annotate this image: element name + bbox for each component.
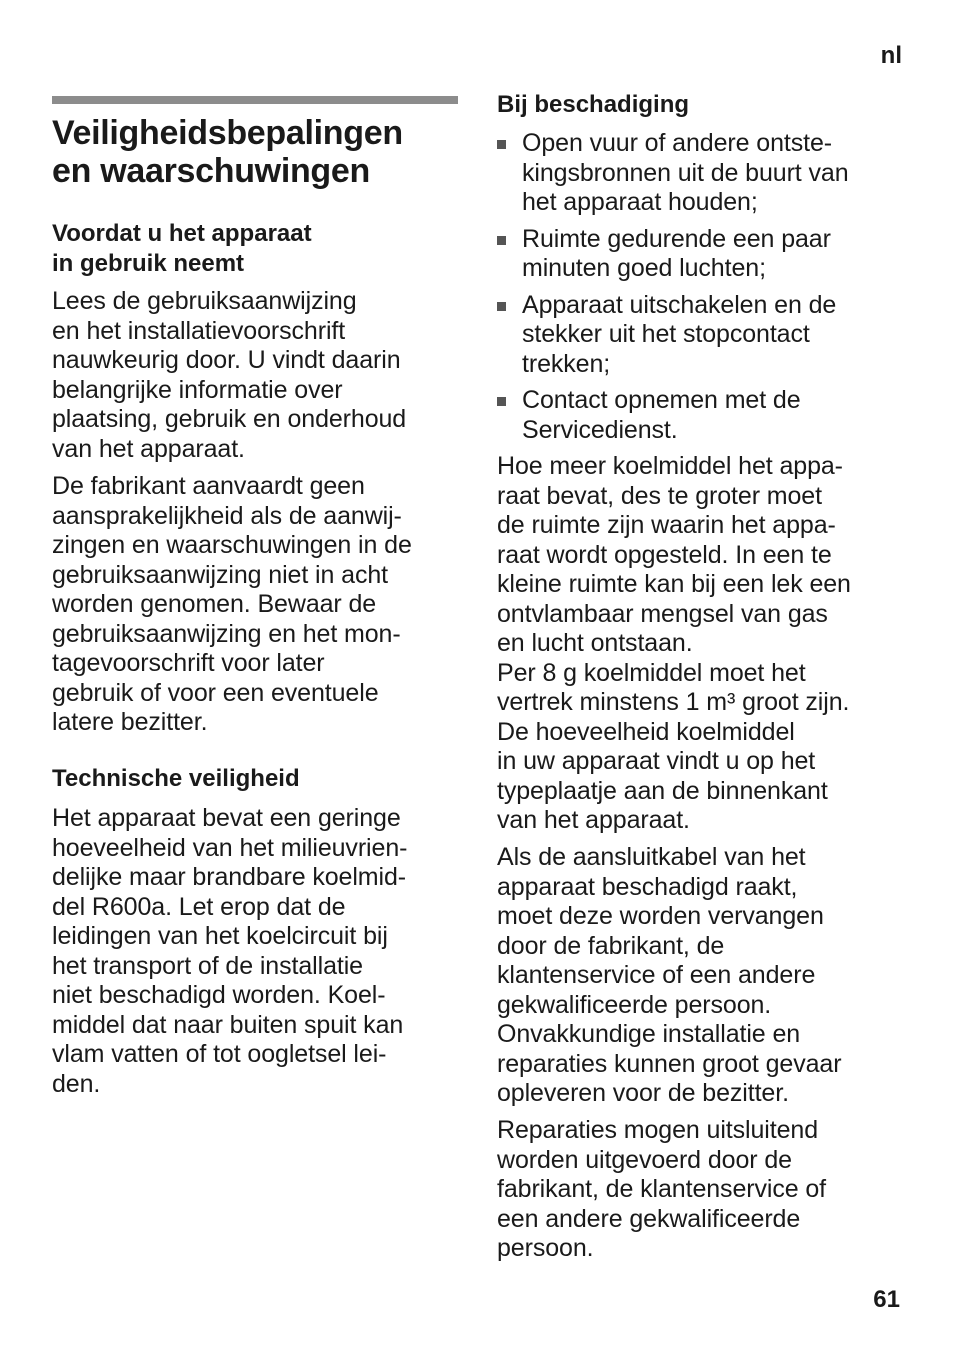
paragraph-read-instructions	[52, 287, 458, 464]
text-line: door de fabrikant, de	[497, 931, 725, 960]
text-line: Hoe meer koelmiddel het appa-	[497, 452, 843, 480]
text-line: een andere gekwalificeerde	[497, 1204, 801, 1233]
paragraph-refrigerant	[52, 804, 458, 1099]
language-code: nl	[880, 42, 902, 69]
text-line: gebruik of voor een eventuele	[52, 678, 379, 707]
text-line: vertrek minstens 1 m³ groot zijn.	[497, 688, 850, 716]
text-line: Per 8 g koelmiddel moet het	[497, 658, 806, 687]
text-line: Contact opnemen met de	[522, 386, 801, 414]
text-line: del R600a. Let erop dat de	[52, 892, 346, 921]
text-line: ontvlambaar mengsel van gas	[497, 599, 828, 628]
text-line: delijke maar brandbare koelmid-	[52, 863, 407, 891]
text-line: worden genomen. Bewaar de	[52, 590, 377, 618]
text-line: nauwkeurig door. U vindt daarin	[52, 346, 401, 374]
title-line: en waarschuwingen	[52, 152, 370, 190]
text-line: en lucht ontstaan.	[497, 629, 693, 657]
text-line: gebruiksaanwijzing en het mon-	[52, 619, 401, 648]
text-line: van het apparaat.	[52, 434, 245, 463]
list-item	[497, 129, 907, 218]
text-line: van het apparaat.	[497, 806, 690, 834]
text-line: Als de aansluitkabel van het	[497, 843, 806, 871]
text-line: fabrikant, de klantenservice of	[497, 1175, 827, 1203]
section-heading-before-use	[52, 219, 458, 279]
title-line: Veiligheidsbepalingen	[52, 114, 403, 152]
text-line: apparaat beschadigd raakt,	[497, 872, 798, 901]
text-line: in uw apparaat vindt u op het	[497, 747, 816, 775]
bullet-square-icon	[497, 302, 506, 311]
text-line: het apparaat houden;	[522, 188, 758, 216]
text-line: belangrijke informatie over	[52, 375, 343, 404]
paragraph-repairs	[497, 1116, 907, 1264]
text-line: Apparaat uitschakelen en de	[522, 290, 837, 319]
text-line: trekken;	[522, 349, 611, 378]
text-line: persoon.	[497, 1234, 594, 1262]
bullet-square-icon	[497, 140, 506, 149]
text-line: De fabrikant aanvaardt geen	[52, 472, 365, 500]
text-line: reparaties kunnen groot gevaar	[497, 1049, 842, 1078]
text-line: aansprakelijkheid als de aanwij-	[52, 501, 402, 530]
page-title	[52, 114, 472, 190]
list-item	[497, 225, 907, 284]
text-line: en het installatievoorschrift	[52, 316, 346, 345]
text-line: den.	[52, 1069, 101, 1098]
text-line: zingen en waarschuwingen in de	[52, 531, 412, 559]
text-line: typeplaatje aan de binnenkant	[497, 776, 828, 805]
paragraph-room-size	[497, 452, 907, 836]
text-line: middel dat naar buiten spuit kan	[52, 1010, 404, 1039]
bullet-square-icon	[497, 236, 506, 245]
heading-line: Technische veiligheid	[52, 765, 300, 792]
text-line: opleveren voor de bezitter.	[497, 1079, 789, 1107]
text-line: Open vuur of andere ontste-	[522, 129, 832, 157]
text-line: tagevoorschrift voor later	[52, 649, 325, 677]
text-line: Het apparaat bevat een geringe	[52, 804, 401, 832]
heading-line: Voordat u het apparaat	[52, 220, 312, 247]
text-line: gekwalificeerde persoon.	[497, 990, 772, 1019]
text-line: leidingen van het koelcircuit bij	[52, 922, 388, 950]
text-line: het transport of de installatie	[52, 951, 363, 980]
text-line: stekker uit het stopcontact	[522, 320, 810, 348]
text-line: gebruiksaanwijzing niet in acht	[52, 560, 388, 589]
text-line: De hoeveelheid koelmiddel	[497, 717, 795, 746]
heading-line: in gebruik neemt	[52, 250, 245, 277]
paragraph-power-cable	[497, 843, 907, 1109]
text-line: hoeveelheid van het milieuvrien-	[52, 833, 408, 862]
text-line: plaatsing, gebruik en onderhoud	[52, 405, 407, 433]
text-line: Servicedienst.	[522, 415, 678, 444]
text-line: niet beschadigd worden. Koel-	[52, 981, 386, 1009]
text-line: moet deze worden vervangen	[497, 902, 824, 930]
text-line: de ruimte zijn waarin het appa-	[497, 511, 836, 539]
text-line: klantenservice of een andere	[497, 961, 816, 989]
bullet-list	[497, 129, 907, 445]
title-rule	[52, 96, 458, 104]
text-line: minuten goed luchten;	[522, 254, 766, 282]
text-line: Ruimte gedurende een paar	[522, 224, 831, 253]
page-number: 61	[873, 1286, 900, 1313]
text-line: raat bevat, des te groter moet	[497, 481, 822, 510]
text-line: vlam vatten of tot oogletsel lei-	[52, 1040, 387, 1068]
section-heading-damage	[497, 90, 907, 120]
text-line: latere bezitter.	[52, 708, 208, 736]
text-line: raat wordt opgesteld. In een te	[497, 540, 832, 569]
section-heading-technical-safety	[52, 764, 458, 794]
list-item	[497, 386, 907, 445]
text-line: Onvakkundige installatie en	[497, 1020, 801, 1048]
text-line: kleine ruimte kan bij een lek een	[497, 570, 851, 598]
paragraph-liability	[52, 472, 458, 738]
text-line: kingsbronnen uit de buurt van	[522, 158, 849, 187]
list-item	[497, 291, 907, 380]
heading-line: Bij beschadiging	[497, 91, 690, 118]
text-line: worden uitgevoerd door de	[497, 1145, 792, 1174]
text-line: Lees de gebruiksaanwijzing	[52, 287, 357, 315]
bullet-square-icon	[497, 397, 506, 406]
text-line: Reparaties mogen uitsluitend	[497, 1116, 819, 1144]
